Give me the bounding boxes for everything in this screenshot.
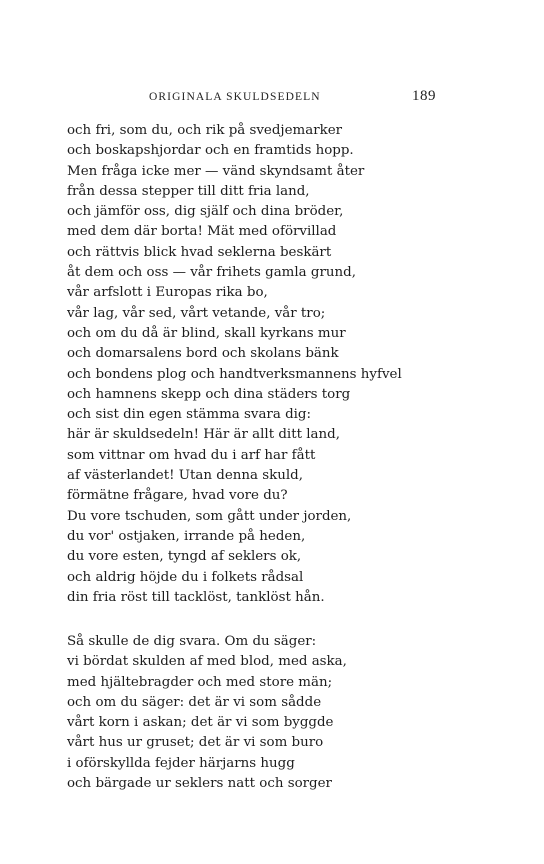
verse-line: från dessa stepper till ditt fria land,: [67, 183, 310, 199]
verse-line: förmätne frågare, hvad vore du?: [67, 488, 288, 504]
verse-line: och om du säger: det är vi som sådde: [67, 694, 322, 710]
verse-line: och sist din egen stämma svara dig:: [67, 407, 312, 423]
verse-line: vi bördat skulden af med blod, med aska,: [67, 654, 347, 670]
verse-line: och bärgade ur seklers natt och sorger: [67, 776, 332, 792]
running-title: ORIGINALA SKULDSEDELN: [149, 91, 321, 103]
verse-line: och domarsalens bord och skolans bänk: [67, 346, 339, 362]
verse-line: vårt hus ur gruset; det är vi som buro: [67, 735, 324, 751]
verse-line: och bondens plog och handtverksmannens hyfvel: [67, 366, 402, 382]
verse-line: vår lag, vår sed, vårt vetande, vår tro;: [67, 305, 326, 321]
verse-line: och fri, som du, och rik på svedjemarker: [67, 123, 343, 138]
verse-line: åt dem och oss — vår frihets gamla grund,: [67, 265, 356, 281]
verse-line: och jämför oss, dig själf och dina bröder,: [67, 204, 344, 220]
verse-line: som vittnar om hvad du i arf har fått: [67, 447, 316, 463]
verse-line: och om du då är blind, skall kyrkans mur: [67, 325, 346, 341]
verse-line: Så skulle de dig svara. Om du säger:: [67, 634, 317, 649]
verse-line: vår arfslott i Europas rika bo,: [67, 285, 268, 301]
verse-line: här är skuldsedeln! Här är allt ditt land,: [67, 427, 340, 443]
verse-line: i oförskyllda fejder härjarns hugg: [67, 755, 295, 771]
verse-line: med hjältebragder och med store män;: [67, 674, 333, 690]
verse-line: du vore esten, tyngd af seklers ok,: [67, 549, 302, 565]
verse-line: din fria röst till tacklöst, tanklöst hån.: [67, 589, 325, 605]
verse-line: Men fråga icke mer — vänd skyndsamt åter: [67, 163, 365, 179]
verse-line: Du vore tschuden, som gått under jorden,: [67, 508, 352, 524]
page-number: 189: [412, 88, 436, 104]
verse-line: och boskapshjordar och en framtids hopp.: [67, 143, 354, 159]
stanza-1: [67, 121, 402, 608]
verse-line: du vor' ostjaken, irrande på heden,: [67, 528, 306, 544]
verse-line: och hamnens skepp och dina städers torg: [67, 386, 351, 402]
verse-line: vårt korn i askan; det är vi som byggde: [67, 715, 334, 731]
stanza-2: [67, 632, 347, 794]
verse-line: och rättvis blick hvad seklerna beskärt: [67, 244, 332, 260]
verse-line: af västerlandet! Utan denna skuld,: [67, 468, 303, 484]
verse-line: med dem där borta! Mät med oförvillad: [67, 224, 337, 240]
verse-line: och aldrig höjde du i folkets rådsal: [67, 569, 304, 585]
